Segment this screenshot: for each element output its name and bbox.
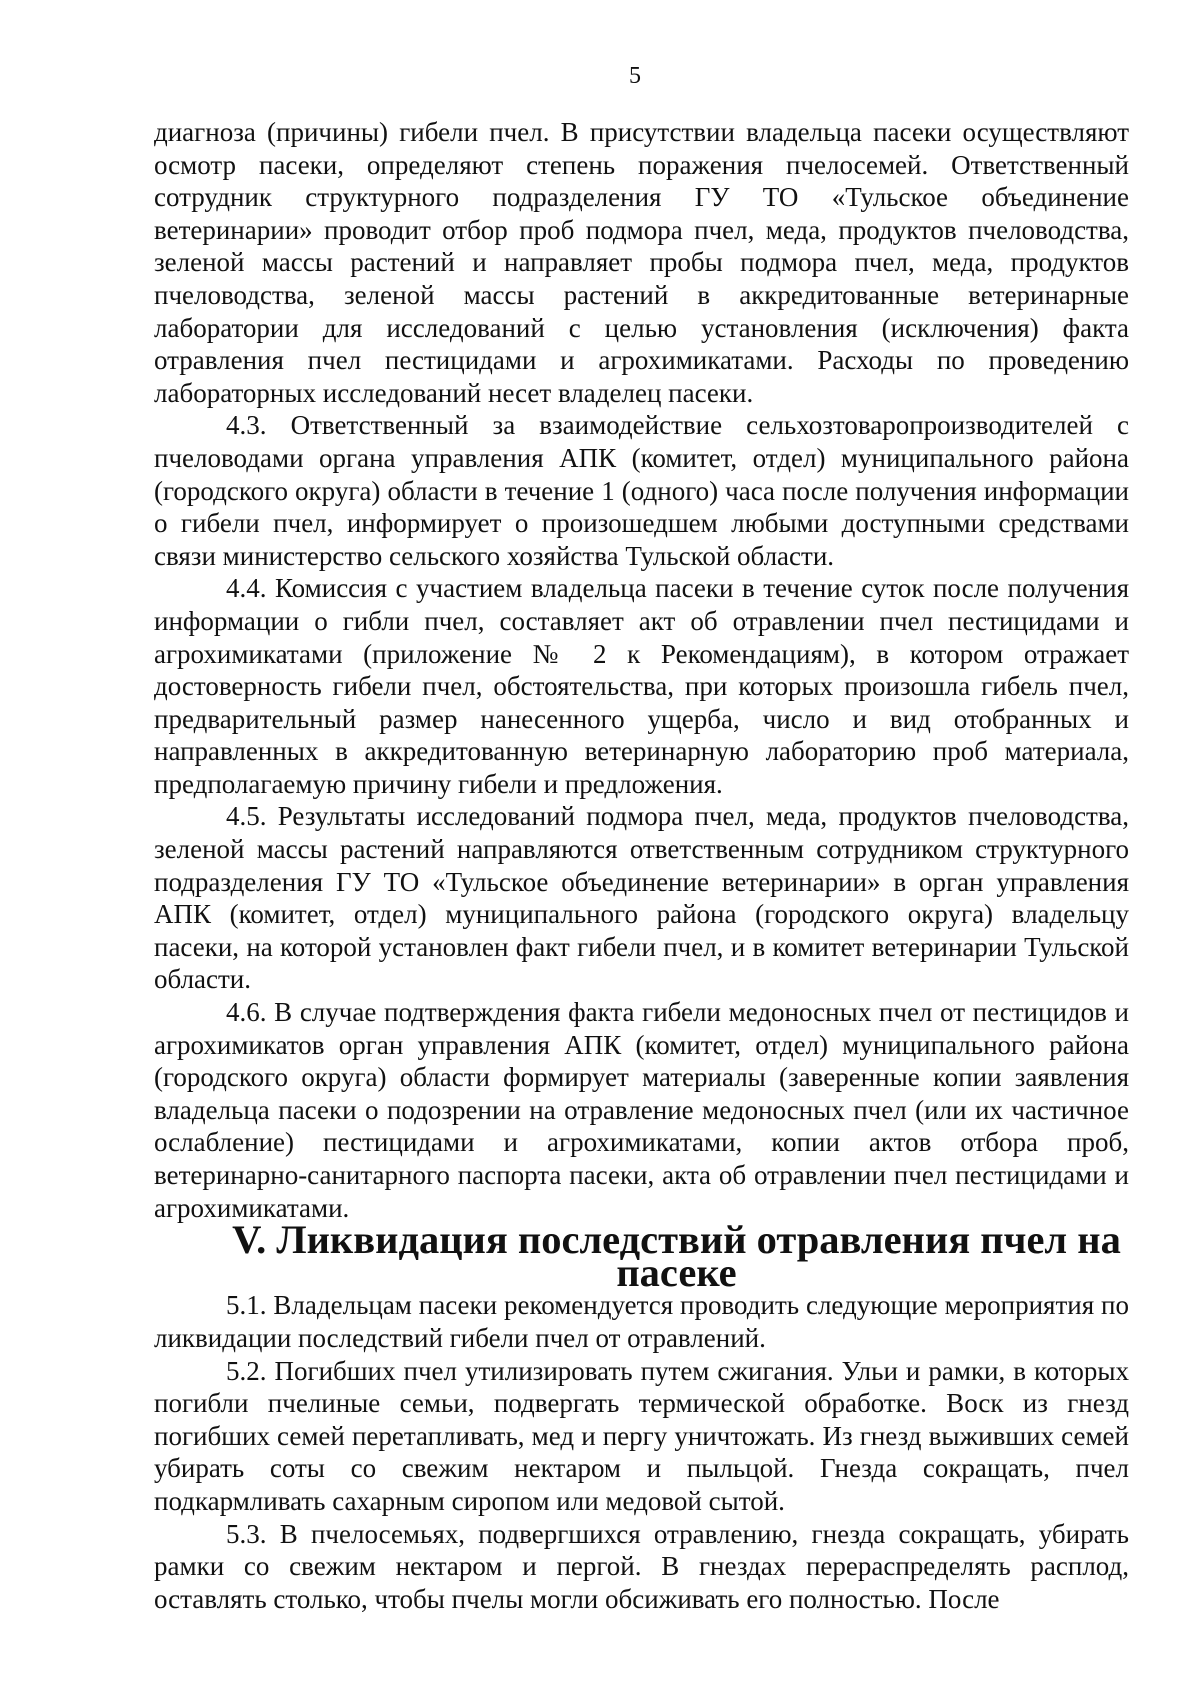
document-body: [154, 116, 1129, 1615]
paragraph-5-1: 5.1. Владельцам пасеки рекомендуется проводить следующие мероприятия по ликвидации последствий гибели пчел от отравлений.: [154, 1290, 1129, 1353]
paragraph-4-3: 4.3. Ответственный за взаимодействие сельхозтоваропроизводителей с пчеловодами органа управления АПК (комитет, отдел) муниципального района (городского округа) области в течение 1 (одного) часа после получения информации о гибели пчел, информирует о произошедшем любыми доступными средствами связи министерство сельского хозяйства Тульской области.: [154, 410, 1129, 571]
paragraph-4-5: 4.5. Результаты исследований подмора пчел, меда, продуктов пчеловодства, зеленой массы растений направляются ответственным сотрудником структурного подразделения ГУ ТО «Тульское объединение ветеринарии» в орган управления АПК (комитет, отдел) муниципального района (городского округа) владельцу пасеки, на которой установлен факт гибели пчел, и в комитет ветеринарии Тульской области.: [154, 801, 1129, 995]
paragraph-4-6: 4.6. В случае подтверждения факта гибели медоносных пчел от пестицидов и агрохимикатов орган управления АПК (комитет, отдел) муниципального района (городского округа) области формирует материалы (заверенные копии заявления владельца пасеки о подозрении на отравление медоносных пчел (или их частичное ослабление) пестицидами и агрохимикатами, копии актов отбора проб, ветеринарно-санитарного паспорта пасеки, акта об отравлении пчел пестицидами и агрохимикатами.: [154, 997, 1129, 1223]
paragraph-4-4: 4.4. Комиссия с участием владельца пасеки в течение суток после получения информации о гибли пчел, составляет акт об отравлении пчел пестицидами и агрохимикатами (приложение № 2 к Рекомендациям), в котором отражает достоверность гибели пчел, обстоятельства, при которых произошла гибель пчел, предварительный размер нанесенного ущерба, число и вид отобранных и направленных в аккредитованную ветеринарную лабораторию проб материала, предполагаемую причину гибели и предложения.: [154, 573, 1129, 799]
page-number: 5: [629, 63, 641, 89]
paragraph-continuation: диагноза (причины) гибели пчел. В присутствии владельца пасеки осуществляют осмотр пасеки, определяют степень поражения пчелосемей. Ответственный сотрудник структурного подразделения ГУ ТО «Тульское объединение ветеринарии» проводит отбор проб подмора пчел, меда, продуктов пчеловодства, зеленой массы растений и направляет пробы подмора пчел, меда, продуктов пчеловодства, зеленой массы растений в аккредитованные ветеринарные лаборатории для исследований с целью установления (исключения) факта отравления пчел пестицидами и агрохимикатами. Расходы по проведению лабораторных исследований несет владелец пасеки.: [154, 117, 1129, 408]
paragraph-5-3: 5.3. В пчелосемьях, подвергшихся отравлению, гнезда сокращать, убирать рамки со свежим нектаром и пергой. В гнездах перераспределять расплод, оставлять столько, чтобы пчелы могли обсиживать его полностью. После: [154, 1518, 1129, 1614]
paragraph-5-2: 5.2. Погибших пчел утилизировать путем сжигания. Ульи и рамки, в которых погибли пчелиные семьи, подвергать термической обработке. Воск из гнезд погибших семей перетапливать, мед и пергу уничтожать. Из гнезд выживших семей убирать соты со свежим нектаром и пыльцой. Гнезда сокращать, пчел подкармливать сахарным сиропом или медовой сытой.: [154, 1355, 1129, 1516]
section-heading: V. Ликвидация последствий отравления пчел на пасеке: [232, 1217, 1121, 1295]
